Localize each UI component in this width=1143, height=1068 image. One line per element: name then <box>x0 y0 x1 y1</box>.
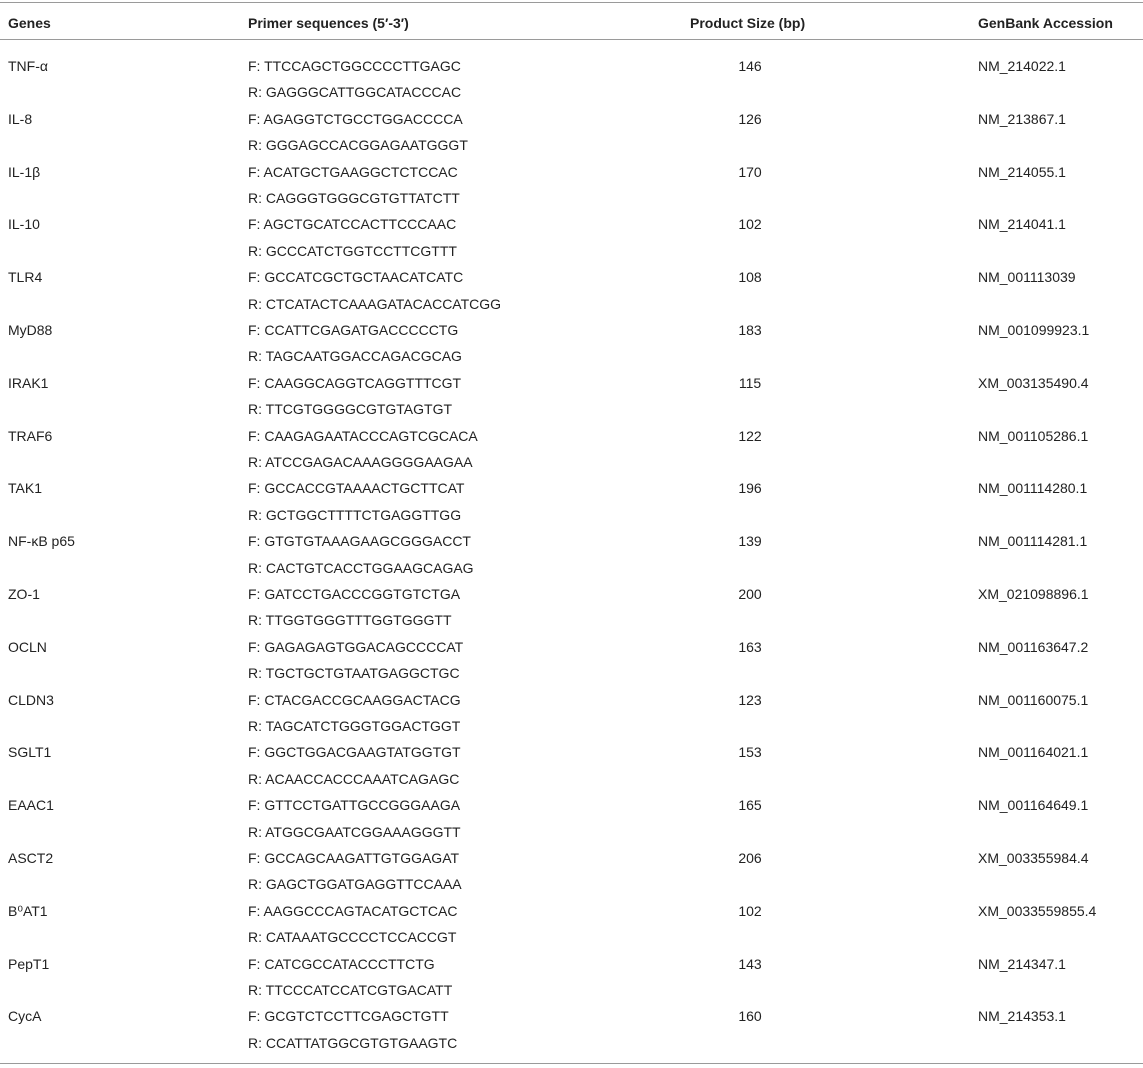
gene-name: CLDN3 <box>8 691 54 708</box>
genbank-accession: XM_021098896.1 <box>978 586 1089 602</box>
product-size: 170 <box>738 163 762 180</box>
genbank-accession: NM_001105286.1 <box>978 427 1089 444</box>
gene-name: TAK1 <box>8 480 42 497</box>
product-size: 163 <box>738 638 762 655</box>
forward-primer: F: CAAGAGAATACCCAGTCGCACA <box>248 427 478 444</box>
table-row <box>0 687 1143 740</box>
gene-name: CycA <box>8 1008 42 1025</box>
header-primer-sequences: Primer sequences (5′-3′) <box>248 15 409 31</box>
gene-name: IL-8 <box>8 110 33 127</box>
forward-primer: F: GATCCTGACCCGGTGTCTGA <box>248 586 461 602</box>
gene-name: SGLT1 <box>8 744 52 761</box>
header-genes: Genes <box>8 15 51 31</box>
genbank-accession: NM_001164649.1 <box>978 797 1089 814</box>
table-row <box>0 159 1143 212</box>
forward-primer: F: GTGTGTAAAGAAGCGGGACCT <box>248 533 471 550</box>
gene-name: B⁰AT1 <box>8 902 48 919</box>
product-size: 126 <box>738 110 762 127</box>
forward-primer: F: AAGGCCCAGTACATGCTCAC <box>248 902 458 919</box>
forward-primer: F: GCGTCTCCTTCGAGCTGTT <box>248 1008 449 1025</box>
forward-primer: F: CAAGGCAGGTCAGGTTTCGT <box>248 374 462 391</box>
gene-name: OCLN <box>8 638 47 655</box>
genbank-accession: XM_003135490.4 <box>978 374 1089 391</box>
primer-sequences <box>248 687 461 740</box>
table-row <box>0 634 1143 687</box>
table-header-row <box>0 13 1143 33</box>
reverse-primer: R: TTCCCATCCATCGTGACATT <box>248 982 453 998</box>
reverse-primer: R: TAGCAATGGACCAGACGCAG <box>248 348 462 365</box>
genbank-accession: NM_001114280.1 <box>978 480 1088 497</box>
primer-sequences <box>248 634 463 687</box>
forward-primer: F: GCCACCGTAAAACTGCTTCAT <box>248 480 465 497</box>
product-size: 115 <box>738 374 762 391</box>
genbank-accession: NM_213867.1 <box>978 110 1066 127</box>
product-size: 108 <box>738 269 762 286</box>
reverse-primer: R: ATCCGAGACAAAGGGGAAGAA <box>248 454 473 470</box>
table-row <box>0 739 1143 792</box>
forward-primer: F: TTCCAGCTGGCCCCTTGAGC <box>248 58 461 74</box>
forward-primer: F: AGAGGTCTGCCTGGACCCCA <box>248 110 463 127</box>
genbank-accession: NM_001160075.1 <box>978 691 1089 708</box>
table-row <box>0 898 1143 951</box>
reverse-primer: R: CACTGTCACCTGGAAGCAGAG <box>248 559 474 576</box>
primer-sequences <box>248 264 501 317</box>
product-size: 200 <box>738 586 762 602</box>
product-size: 183 <box>738 322 762 338</box>
table-row <box>0 370 1143 423</box>
gene-name: IL-10 <box>8 216 40 233</box>
product-size: 143 <box>738 955 762 972</box>
reverse-primer: R: GGGAGCCACGGAGAATGGGT <box>248 137 468 154</box>
primer-sequences <box>248 370 461 423</box>
product-size: 196 <box>738 480 762 497</box>
genbank-accession: NM_001099923.1 <box>978 322 1090 338</box>
primer-sequences <box>248 423 478 476</box>
header-genbank-accession: GenBank Accession <box>978 15 1113 31</box>
genbank-accession: NM_001164021.1 <box>978 744 1089 761</box>
reverse-primer: R: GCTGGCTTTTCTGAGGTTGG <box>248 506 462 523</box>
table-row <box>0 106 1143 159</box>
product-size: 160 <box>738 1008 762 1025</box>
reverse-primer: R: TGCTGCTGTAATGAGGCTGC <box>248 665 460 682</box>
forward-primer: F: AGCTGCATCCACTTCCCAAC <box>248 216 457 233</box>
table-row <box>0 581 1143 634</box>
genbank-accession: NM_001114281.1 <box>978 533 1088 550</box>
table-row <box>0 211 1143 264</box>
primer-sequences <box>248 475 464 528</box>
table-row <box>0 528 1143 581</box>
reverse-primer: R: CCATTATGGCGTGTGAAGTC <box>248 1034 458 1051</box>
genbank-accession: NM_001163647.2 <box>978 638 1089 655</box>
table-row <box>0 53 1143 106</box>
table-row <box>0 792 1143 845</box>
primer-sequences <box>248 317 462 370</box>
header-product-size: Product Size (bp) <box>690 15 806 31</box>
gene-name: TRAF6 <box>8 427 53 444</box>
product-size: 165 <box>738 797 762 814</box>
table-row <box>0 317 1143 370</box>
primer-sequences <box>248 1003 457 1056</box>
primer-sequences <box>248 106 468 159</box>
genbank-accession: NM_214041.1 <box>978 216 1066 233</box>
reverse-primer: R: ACAACCACCCAAATCAGAGC <box>248 770 460 787</box>
forward-primer: F: GTTCCTGATTGCCGGGAAGA <box>248 797 461 814</box>
primer-sequences <box>248 528 474 581</box>
forward-primer: F: ACATGCTGAAGGCTCTCCAC <box>248 163 458 180</box>
gene-name: IL-1β <box>8 163 41 180</box>
product-size: 122 <box>738 427 762 444</box>
product-size: 102 <box>738 216 762 233</box>
table-row <box>0 845 1143 898</box>
gene-name: TNF-α <box>8 58 48 74</box>
reverse-primer: R: CATAAATGCCCCTCCACCGT <box>248 929 457 946</box>
genbank-accession: NM_214347.1 <box>978 955 1066 972</box>
reverse-primer: R: GAGCTGGATGAGGTTCCAAA <box>248 876 462 893</box>
gene-name: IRAK1 <box>8 374 49 391</box>
primer-sequences <box>248 898 458 951</box>
reverse-primer: R: CAGGGTGGGCGTGTTATCTT <box>248 190 460 206</box>
table-top-rule <box>0 2 1143 3</box>
product-size: 102 <box>738 902 762 919</box>
gene-name: NF-κB p65 <box>8 533 75 550</box>
gene-name: PepT1 <box>8 955 50 972</box>
product-size: 139 <box>738 533 762 550</box>
table-row <box>0 475 1143 528</box>
genbank-accession: NM_214353.1 <box>978 1008 1066 1025</box>
primer-sequences <box>248 159 460 212</box>
product-size: 123 <box>738 691 762 708</box>
table-row <box>0 264 1143 317</box>
table-row <box>0 423 1143 476</box>
primer-sequences <box>248 951 452 1004</box>
genbank-accession: NM_214022.1 <box>978 58 1066 74</box>
forward-primer: F: GCCATCGCTGCTAACATCATC <box>248 269 464 286</box>
genbank-accession: XM_003355984.4 <box>978 850 1089 866</box>
reverse-primer: R: GCCCATCTGGTCCTTCGTTT <box>248 242 457 259</box>
product-size: 153 <box>738 744 762 761</box>
primer-sequences <box>248 845 462 898</box>
gene-name: ZO-1 <box>8 586 40 602</box>
gene-name: ASCT2 <box>8 850 54 866</box>
gene-name: MyD88 <box>8 322 53 338</box>
reverse-primer: R: TAGCATCTGGGTGGACTGGT <box>248 718 461 734</box>
forward-primer: F: GGCTGGACGAAGTATGGTGT <box>248 744 461 761</box>
forward-primer: F: CCATTCGAGATGACCCCCTG <box>248 322 459 338</box>
table-header-rule <box>0 39 1143 40</box>
forward-primer: F: CATCGCCATACCCTTCTG <box>248 955 435 972</box>
forward-primer: F: GCCAGCAAGATTGTGGAGAT <box>248 850 460 866</box>
reverse-primer: R: GAGGGCATTGGCATACCCAC <box>248 84 462 101</box>
table-row <box>0 951 1143 1004</box>
genbank-accession: NM_001113039 <box>978 269 1076 286</box>
primer-sequences <box>248 581 460 634</box>
primer-sequences <box>248 739 461 792</box>
primer-sequences <box>248 792 461 845</box>
forward-primer: F: CTACGACCGCAAGGACTACG <box>248 691 461 708</box>
table-row <box>0 1003 1143 1056</box>
reverse-primer: R: TTGGTGGGTTTGGTGGGTT <box>248 612 452 629</box>
primer-sequences <box>248 53 461 106</box>
reverse-primer: R: CTCATACTCAAAGATACACCATCGG <box>248 295 502 312</box>
primer-sequences <box>248 211 457 264</box>
genbank-accession: NM_214055.1 <box>978 163 1066 180</box>
reverse-primer: R: ATGGCGAATCGGAAAGGGTT <box>248 823 461 840</box>
genbank-accession: XM_0033559855.4 <box>978 902 1097 919</box>
gene-name: EAAC1 <box>8 797 54 814</box>
table-bottom-rule <box>0 1063 1143 1064</box>
forward-primer: F: GAGAGAGTGGACAGCCCCAT <box>248 638 464 655</box>
product-size: 206 <box>738 850 762 866</box>
gene-name: TLR4 <box>8 269 43 286</box>
product-size: 146 <box>738 58 762 74</box>
reverse-primer: R: TTCGTGGGGCGTGTAGTGT <box>248 401 453 418</box>
